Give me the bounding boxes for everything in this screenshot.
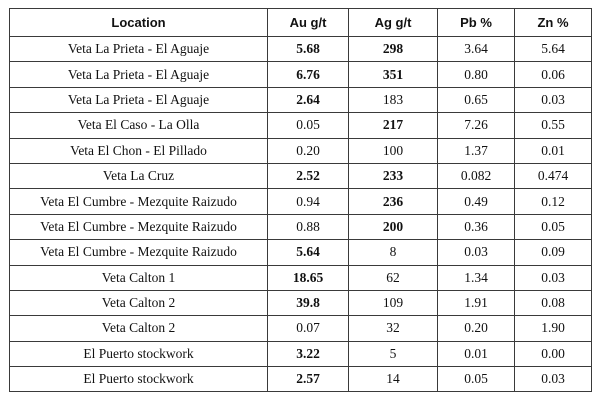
cell-location: El Puerto stockwork xyxy=(10,367,268,392)
cell-ag: 200 xyxy=(349,214,438,239)
cell-pb: 0.05 xyxy=(438,367,515,392)
cell-pb: 7.26 xyxy=(438,113,515,138)
cell-au: 5.68 xyxy=(268,37,349,62)
table-row xyxy=(10,316,592,341)
cell-zn: 0.00 xyxy=(515,341,592,366)
cell-zn: 0.03 xyxy=(515,367,592,392)
cell-ag: 351 xyxy=(349,62,438,87)
cell-au: 0.05 xyxy=(268,113,349,138)
header-au: Au g/t xyxy=(268,9,349,37)
cell-pb: 0.65 xyxy=(438,87,515,112)
cell-location: Veta El Chon - El Pillado xyxy=(10,138,268,163)
cell-zn: 0.474 xyxy=(515,163,592,188)
table-row xyxy=(10,214,592,239)
cell-au: 3.22 xyxy=(268,341,349,366)
table-row xyxy=(10,189,592,214)
table-row xyxy=(10,62,592,87)
cell-ag: 109 xyxy=(349,290,438,315)
assay-results-table xyxy=(9,8,592,392)
cell-location: Veta Calton 2 xyxy=(10,316,268,341)
table-row xyxy=(10,341,592,366)
cell-pb: 0.082 xyxy=(438,163,515,188)
cell-pb: 0.49 xyxy=(438,189,515,214)
cell-zn: 0.05 xyxy=(515,214,592,239)
cell-zn: 1.90 xyxy=(515,316,592,341)
cell-pb: 0.20 xyxy=(438,316,515,341)
header-pb: Pb % xyxy=(438,9,515,37)
cell-ag: 236 xyxy=(349,189,438,214)
cell-zn: 5.64 xyxy=(515,37,592,62)
cell-ag: 32 xyxy=(349,316,438,341)
cell-zn: 0.06 xyxy=(515,62,592,87)
header-location: Location xyxy=(10,9,268,37)
cell-pb: 0.03 xyxy=(438,240,515,265)
header-ag: Ag g/t xyxy=(349,9,438,37)
table-row xyxy=(10,37,592,62)
header-row xyxy=(10,9,592,37)
cell-location: Veta El Cumbre - Mezquite Raizudo xyxy=(10,189,268,214)
cell-location: El Puerto stockwork xyxy=(10,341,268,366)
table-row xyxy=(10,240,592,265)
cell-zn: 0.01 xyxy=(515,138,592,163)
cell-ag: 298 xyxy=(349,37,438,62)
cell-location: Veta Calton 2 xyxy=(10,290,268,315)
cell-zn: 0.09 xyxy=(515,240,592,265)
cell-au: 0.88 xyxy=(268,214,349,239)
cell-zn: 0.55 xyxy=(515,113,592,138)
cell-pb: 1.34 xyxy=(438,265,515,290)
cell-au: 39.8 xyxy=(268,290,349,315)
cell-ag: 62 xyxy=(349,265,438,290)
table-header xyxy=(10,9,592,37)
cell-location: Veta La Prieta - El Aguaje xyxy=(10,62,268,87)
table-body xyxy=(10,37,592,392)
cell-ag: 100 xyxy=(349,138,438,163)
cell-ag: 233 xyxy=(349,163,438,188)
cell-pb: 0.01 xyxy=(438,341,515,366)
cell-location: Veta El Caso - La Olla xyxy=(10,113,268,138)
cell-au: 18.65 xyxy=(268,265,349,290)
cell-zn: 0.03 xyxy=(515,265,592,290)
cell-ag: 183 xyxy=(349,87,438,112)
table-row xyxy=(10,163,592,188)
cell-zn: 0.12 xyxy=(515,189,592,214)
cell-location: Veta La Prieta - El Aguaje xyxy=(10,37,268,62)
cell-ag: 217 xyxy=(349,113,438,138)
table-row xyxy=(10,290,592,315)
header-zn: Zn % xyxy=(515,9,592,37)
cell-au: 0.07 xyxy=(268,316,349,341)
cell-pb: 1.91 xyxy=(438,290,515,315)
cell-pb: 1.37 xyxy=(438,138,515,163)
cell-zn: 0.08 xyxy=(515,290,592,315)
cell-au: 5.64 xyxy=(268,240,349,265)
cell-zn: 0.03 xyxy=(515,87,592,112)
table-row xyxy=(10,367,592,392)
cell-ag: 14 xyxy=(349,367,438,392)
cell-au: 2.57 xyxy=(268,367,349,392)
cell-pb: 3.64 xyxy=(438,37,515,62)
cell-au: 2.52 xyxy=(268,163,349,188)
cell-location: Veta La Cruz xyxy=(10,163,268,188)
cell-au: 0.94 xyxy=(268,189,349,214)
cell-au: 0.20 xyxy=(268,138,349,163)
table-row xyxy=(10,113,592,138)
table-row xyxy=(10,87,592,112)
cell-location: Veta El Cumbre - Mezquite Raizudo xyxy=(10,240,268,265)
cell-pb: 0.36 xyxy=(438,214,515,239)
cell-location: Veta Calton 1 xyxy=(10,265,268,290)
cell-au: 6.76 xyxy=(268,62,349,87)
table-row xyxy=(10,138,592,163)
table-row xyxy=(10,265,592,290)
cell-au: 2.64 xyxy=(268,87,349,112)
cell-location: Veta El Cumbre - Mezquite Raizudo xyxy=(10,214,268,239)
cell-ag: 5 xyxy=(349,341,438,366)
cell-ag: 8 xyxy=(349,240,438,265)
cell-pb: 0.80 xyxy=(438,62,515,87)
cell-location: Veta La Prieta - El Aguaje xyxy=(10,87,268,112)
